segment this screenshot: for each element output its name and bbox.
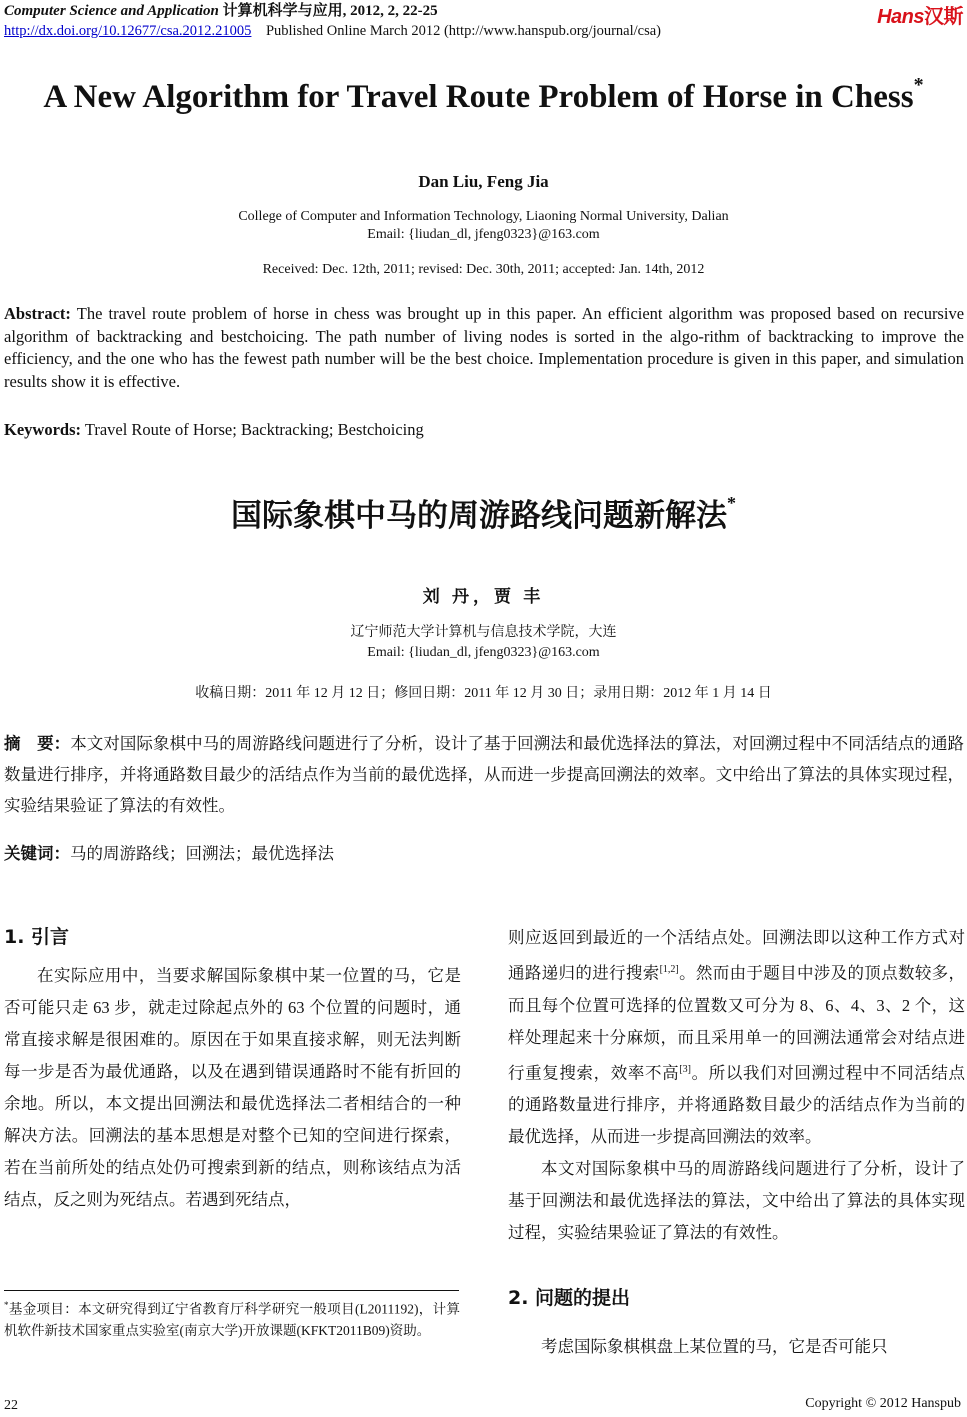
received-dates: Received: Dec. 12th, 2011; revised: Dec. 30th, 2011; accepted: Jan. 14th, 2012	[262, 262, 705, 277]
cn-abstract	[4, 728, 964, 821]
title-text: A New Algorithm for Travel Route Problem of Horse in Chess	[43, 79, 914, 115]
copyright: Copyright © 2012 Hanspub	[805, 1396, 961, 1411]
cn-email: Email: {liudan_dl, jfeng0323}@163.com	[367, 645, 600, 660]
journal-info-cn: 计算机科学与应用, 2012, 2, 22-25	[222, 3, 438, 19]
right-text-b: 。然而由于题目中涉及的顶点数较多，而且每个位置可选择的位置数又可分为 8、6、4、3、2 个，这样处理起来十分麻烦，而且采用单一的回溯法通常会对结点进行重复搜索，效率不高	[508, 963, 966, 1082]
right-text-c: 。所以我们对回溯过程中不同活结点的通路数量进行排序，并将通路数目最少的活结点作为当前的最优选择，从而进一步提高回溯法的效率。	[508, 1063, 966, 1146]
cn-title-footnote-mark: *	[727, 492, 736, 513]
keywords	[4, 419, 964, 442]
section-1-heading: 1. 引言	[4, 926, 70, 948]
cn-keywords-text: 马的周游路线；回溯法；最优选择法	[70, 844, 334, 863]
running-header	[4, 2, 661, 40]
doi-link[interactable]: http://dx.doi.org/10.12677/csa.2012.21005	[4, 23, 252, 39]
page-number: 22	[4, 1398, 18, 1413]
right-paragraph-2: 本文对国际象棋中马的周游路线问题进行了分析，设计了基于回溯法和最优选择法的算法，文中给出了算法的具体实现过程，实验结果验证了算法的有效性。	[508, 1159, 965, 1242]
abstract-text: The travel route problem of horse in chess was brought up in this paper. An efficient algorithm was proposed based on recursive algorithm of backtracking and bestchoicing. The path number of living nodes is sorted in the algo-rithm of backtracking to improve the efficiency, and the one who has the fewest path number will be the best choice. Implementation procedure is given in this paper, and simulation results show it is effective.	[4, 304, 965, 391]
footnote-text: 基金项目：本文研究得到辽宁省教育厅科学研究一般项目(L2011192)，计算机软件新技术国家重点实验室(南京大学)开放课题(KFKT2011B09)资助。	[4, 1301, 460, 1338]
logo-latin: Hans	[877, 6, 924, 28]
citation-1-2: [1,2]	[659, 964, 679, 975]
affiliation: College of Computer and Information Technology, Liaoning Normal University, Dalian	[238, 209, 729, 224]
cn-paper-title	[0, 490, 967, 535]
abstract-label: Abstract:	[4, 304, 71, 323]
left-column	[4, 960, 461, 1216]
right-column	[508, 922, 965, 1249]
right-text-a: 则应返回到最近的一个活结点处。回溯法即以这种工作方式对通路递归的进行搜索	[508, 928, 965, 983]
email: Email: {liudan_dl, jfeng0323}@163.com	[367, 227, 600, 242]
cn-keywords-label: 关键词：	[4, 844, 70, 863]
cn-abstract-label: 摘 要：	[4, 734, 71, 753]
abstract	[4, 303, 964, 393]
section-2-heading: 2. 问题的提出	[508, 1287, 631, 1309]
title-footnote-mark: *	[913, 74, 924, 96]
published-line: Published Online March 2012 (http://www.hanspub.org/journal/csa)	[265, 23, 662, 39]
authors: Dan Liu, Feng Jia	[418, 172, 549, 191]
footnote-rule	[4, 1290, 459, 1291]
citation-3: [3]	[679, 1063, 691, 1075]
logo-cn: 汉斯	[924, 6, 963, 28]
hans-logo	[877, 0, 963, 29]
cn-title-text: 国际象棋中马的周游路线问题新解法	[231, 498, 727, 534]
cn-received-dates: 收稿日期：2011 年 12 月 12 日；修回日期：2011 年 12 月 30 日；录用日期：2012 年 1 月 14 日	[195, 686, 772, 701]
keywords-label: Keywords:	[4, 420, 81, 439]
right-paragraph-1	[508, 922, 965, 1153]
affiliation-block	[0, 208, 967, 244]
cn-affiliation: 辽宁师范大学计算机与信息技术学院，大连	[350, 625, 617, 640]
cn-abstract-text: 本文对国际象棋中马的周游路线问题进行了分析，设计了基于回溯法和最优选择法的算法，对回溯过程中不同活结点的通路数量进行排序，并将通路数目最少的活结点作为当前的最优选择，从而进一步提高回溯法的效率。文中给出了算法的具体实现过程，实验结果验证了算法的有效性。	[4, 734, 965, 815]
cn-keywords	[4, 843, 964, 866]
cn-affiliation-block	[0, 623, 967, 663]
keywords-text: Travel Route of Horse; Backtracking; Bestchoicing	[84, 420, 424, 439]
paper-title	[0, 74, 967, 116]
journal-name: Computer Science and Application	[4, 3, 219, 19]
footnote	[4, 1295, 460, 1341]
cn-authors: 刘 丹，贾 丰	[422, 587, 545, 606]
footnote-mark: *	[4, 1300, 9, 1310]
intro-paragraph: 在实际应用中，当要求解国际象棋中某一位置的马，它是否可能只走 63 步，就走过除起点外的 63 个位置的问题时，通常直接求解是很困难的。原因在于如果直接求解，则无法判断每一步是否为最优通路，以及在遇到错误通路时不能有折回的余地。所以，本文提出回溯法和最优选择法二者相结合的一种解决方法。回溯法的基本思想是对整个已知的空间进行探索，若在当前所处的结点处仍可搜索到新的结点，则称该结点为活结点，反之则为死结点。若遇到死结点，	[4, 966, 461, 1209]
right-paragraph-3: 考虑国际象棋棋盘上某位置的马，它是否可能只	[541, 1337, 888, 1356]
